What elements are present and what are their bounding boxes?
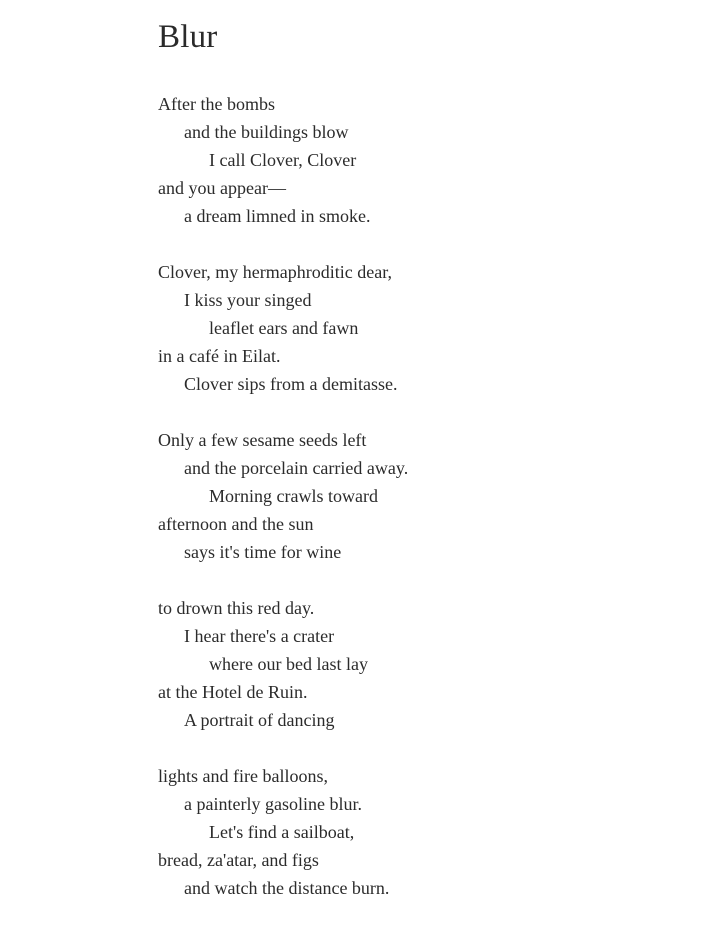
- poem-line: leaflet ears and fawn: [209, 318, 359, 338]
- poem-line: and the buildings blow: [184, 122, 349, 142]
- poem-line: Only a few sesame seeds left: [158, 430, 367, 450]
- poem-line: Clover sips from a demitasse.: [184, 374, 398, 394]
- poem-line: a dream limned in smoke.: [184, 206, 371, 226]
- poem-line: at the Hotel de Ruin.: [158, 682, 308, 702]
- poem-line: and watch the distance burn.: [184, 878, 390, 898]
- stanza-5: [158, 762, 408, 902]
- poem-line: bread, za'atar, and figs: [158, 850, 319, 870]
- poem-body: [158, 90, 408, 930]
- stanza-1: [158, 90, 408, 230]
- poem-title: Blur: [158, 19, 218, 55]
- poem-line: afternoon and the sun: [158, 514, 314, 534]
- poem-line: I kiss your singed: [184, 290, 312, 310]
- poem-line: says it's time for wine: [184, 542, 342, 562]
- poem-line: a painterly gasoline blur.: [184, 794, 362, 814]
- poem-line: and you appear—: [158, 178, 286, 198]
- poem-line: and the porcelain carried away.: [184, 458, 409, 478]
- poem-line: I call Clover, Clover: [209, 150, 357, 170]
- poem-line: where our bed last lay: [209, 654, 368, 674]
- poem-line: Clover, my hermaphroditic dear,: [158, 262, 392, 282]
- poem-line: Let's find a sailboat,: [209, 822, 355, 842]
- stanza-4: [158, 594, 408, 734]
- poem-line: After the bombs: [158, 94, 275, 114]
- stanza-3: [158, 426, 408, 566]
- poem-line: Morning crawls toward: [209, 486, 378, 506]
- poem-line: to drown this red day.: [158, 598, 315, 618]
- stanza-2: [158, 258, 408, 398]
- poem-line: I hear there's a crater: [184, 626, 335, 646]
- poem-line: A portrait of dancing: [184, 710, 335, 730]
- poem-line: in a café in Eilat.: [158, 346, 281, 366]
- poem-line: lights and fire balloons,: [158, 766, 328, 786]
